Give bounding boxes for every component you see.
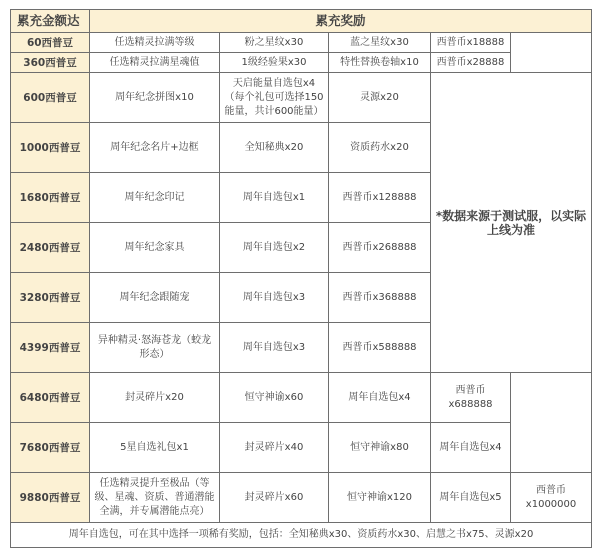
table-row (11, 423, 592, 473)
table-row (11, 373, 592, 423)
reward-cell: 西普币x588888 (329, 323, 431, 373)
tier-cell: 9880西普豆 (11, 473, 90, 523)
tier-column-header: 累充金额达 (11, 10, 90, 33)
reward-cell: 任选精灵拉满等级 (90, 33, 220, 53)
reward-cell: 西普币x368888 (329, 273, 431, 323)
empty-cell (511, 373, 592, 473)
tier-cell: 1000西普豆 (11, 123, 90, 173)
tier-cell: 3280西普豆 (11, 273, 90, 323)
rewards-column-header: 累充奖励 (90, 10, 592, 33)
tier-cell: 6480西普豆 (11, 373, 90, 423)
reward-cell: 周年纪念跟随宠 (90, 273, 220, 323)
reward-cell: 异种精灵·怒海苍龙（蛟龙形态） (90, 323, 220, 373)
reward-cell: 周年自选包x3 (220, 273, 329, 323)
reward-cell: 恒守神谕x80 (329, 423, 431, 473)
reward-cell: 西普币x688888 (431, 373, 511, 423)
tier-cell: 60西普豆 (11, 33, 90, 53)
footer-note: 周年自选包，可在其中选择一项稀有奖励，包括：全知秘典x30、资质药水x30、启慧之书x75、灵源x20 (11, 523, 592, 548)
reward-cell: 周年自选包x4 (329, 373, 431, 423)
reward-cell: 全知秘典x20 (220, 123, 329, 173)
tier-cell: 360西普豆 (11, 53, 90, 73)
reward-cell: 恒守神谕x60 (220, 373, 329, 423)
tier-cell: 1680西普豆 (11, 173, 90, 223)
empty-cell (511, 33, 592, 73)
reward-cell: 周年纪念家具 (90, 223, 220, 273)
reward-cell: 周年纪念名片+边框 (90, 123, 220, 173)
tier-cell: 2480西普豆 (11, 223, 90, 273)
reward-cell: 周年自选包x1 (220, 173, 329, 223)
reward-cell: 周年自选包x3 (220, 323, 329, 373)
reward-cell: 西普币x268888 (329, 223, 431, 273)
reward-cell: 特性替换卷轴x10 (329, 53, 431, 73)
reward-cell: 资质药水x20 (329, 123, 431, 173)
reward-cell: 周年自选包x5 (431, 473, 511, 523)
reward-cell: 1级经验果x30 (220, 53, 329, 73)
reward-cell: 封灵碎片x60 (220, 473, 329, 523)
reward-cell: 粉之星纹x30 (220, 33, 329, 53)
reward-cell: 周年自选包x2 (220, 223, 329, 273)
tier-cell: 7680西普豆 (11, 423, 90, 473)
reward-cell: 西普币x28888 (431, 53, 511, 73)
table-row (11, 73, 592, 123)
tier-cell: 600西普豆 (11, 73, 90, 123)
reward-cell: 5星自选礼包x1 (90, 423, 220, 473)
disclaimer-note: *数据来源于测试服，以实际上线为准 (431, 73, 592, 373)
reward-cell: 周年纪念拼图x10 (90, 73, 220, 123)
reward-cell: 西普币x1000000 (511, 473, 592, 523)
table-header-row (11, 10, 592, 33)
table-row (11, 33, 592, 53)
reward-cell: 蓝之星纹x30 (329, 33, 431, 53)
reward-cell: 周年纪念印记 (90, 173, 220, 223)
reward-cell: 灵源x20 (329, 73, 431, 123)
reward-cell: 封灵碎片x20 (90, 373, 220, 423)
reward-cell: 西普币x128888 (329, 173, 431, 223)
reward-cell: 恒守神谕x120 (329, 473, 431, 523)
reward-cell: 任选精灵提升至极品（等级、星魂、资质、普通潜能全满，并专属潜能点亮） (90, 473, 220, 523)
table-row (11, 473, 592, 523)
tier-cell: 4399西普豆 (11, 323, 90, 373)
reward-cell: 西普币x18888 (431, 33, 511, 53)
reward-cell: 天启能量自选包x4（每个礼包可选择150能量，共计600能量） (220, 73, 329, 123)
reward-cell: 封灵碎片x40 (220, 423, 329, 473)
reward-cell: 周年自选包x4 (431, 423, 511, 473)
footer-row (11, 523, 592, 548)
cumulative-recharge-rewards-table (10, 9, 592, 548)
reward-cell: 任选精灵拉满星魂值 (90, 53, 220, 73)
table-row (11, 53, 592, 73)
